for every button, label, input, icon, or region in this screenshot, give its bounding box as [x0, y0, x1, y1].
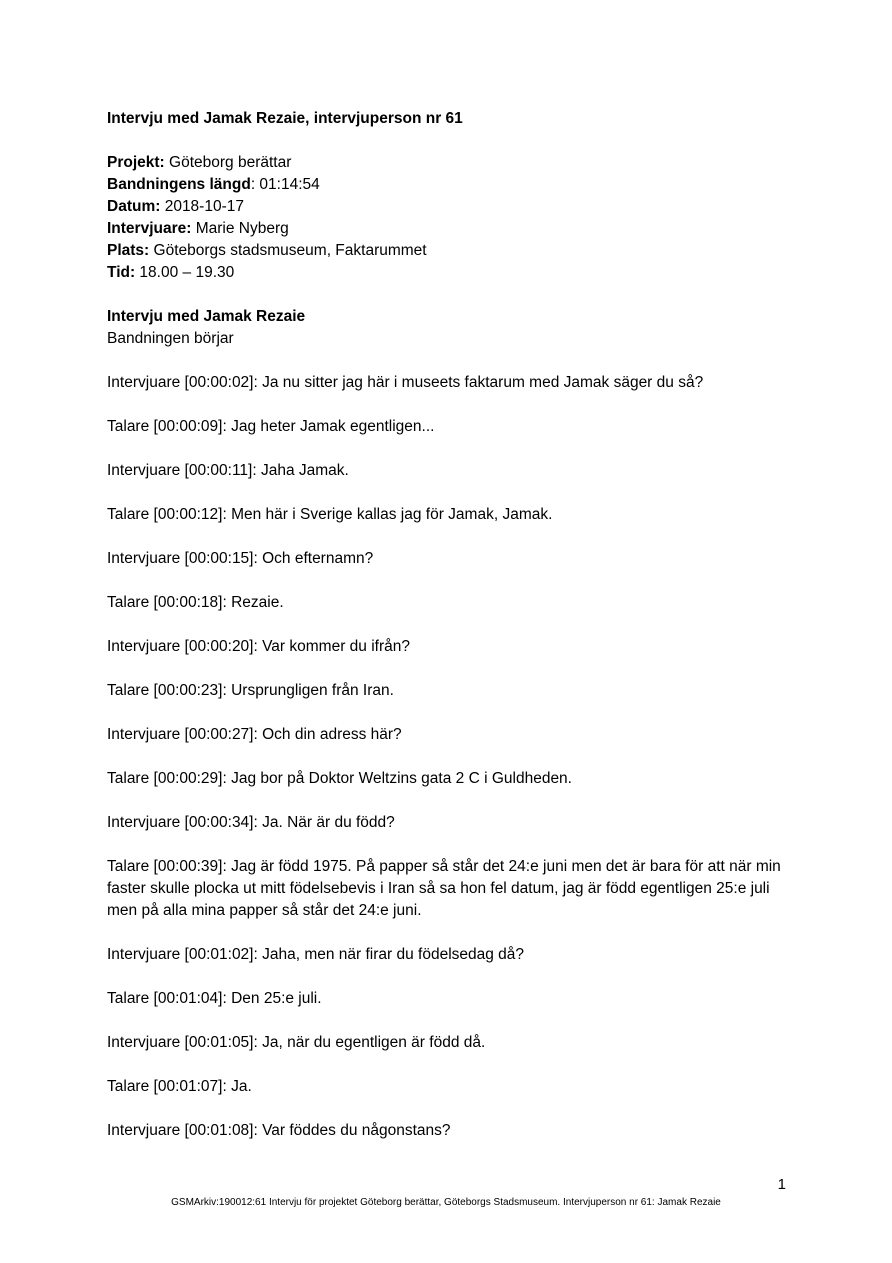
meta-label: Bandningens längd: [107, 176, 251, 193]
transcript-turn: Intervjuare [00:01:02]: Jaha, men när firar du födelsedag då?: [107, 946, 525, 963]
transcript-turn: Intervjuare [00:00:15]: Och efternamn?: [107, 550, 374, 567]
meta-value: 18.00 – 19.30: [135, 264, 235, 281]
transcript-turn: Talare [00:00:12]: Men här i Sverige kallas jag för Jamak, Jamak.: [107, 506, 553, 523]
page-number: 1: [777, 1176, 786, 1193]
meta-project: [107, 152, 787, 174]
section-title: Intervju med Jamak Rezaie: [107, 308, 306, 325]
section-subtitle: Bandningen börjar: [107, 330, 234, 347]
transcript-turn: Talare [00:00:23]: Ursprungligen från Iran.: [107, 682, 394, 699]
transcript-turn: Talare [00:00:29]: Jag bor på Doktor Weltzins gata 2 C i Guldheden.: [107, 770, 572, 787]
transcript-turn: Talare [00:00:09]: Jag heter Jamak egentligen...: [107, 418, 435, 435]
transcript-turn: Talare [00:01:07]: Ja.: [107, 1078, 252, 1095]
meta-time: [107, 262, 787, 284]
document-content: [107, 108, 787, 1164]
transcript-turn: Intervjuare [00:01:05]: Ja, när du egentligen är född då.: [107, 1034, 486, 1051]
transcript-turn: Intervjuare [00:00:27]: Och din adress här?: [107, 726, 402, 743]
transcript-turn: Talare [00:00:18]: Rezaie.: [107, 594, 284, 611]
meta-value: Marie Nyberg: [191, 220, 289, 237]
interview-metadata: [107, 152, 787, 284]
meta-label: Intervjuare:: [107, 220, 192, 237]
meta-label: Projekt:: [107, 154, 165, 171]
meta-label: Tid:: [107, 264, 136, 281]
meta-length: [107, 174, 787, 196]
transcript-turn: Intervjuare [00:00:02]: Ja nu sitter jag här i museets faktarum med Jamak säger du så?: [107, 374, 704, 391]
meta-label: Plats:: [107, 242, 150, 259]
document-title: Intervju med Jamak Rezaie, intervjuperson nr 61: [107, 110, 463, 127]
transcript-turn: Talare [00:01:04]: Den 25:e juli.: [107, 990, 322, 1007]
meta-value: : 01:14:54: [250, 176, 320, 193]
meta-label: Datum:: [107, 198, 161, 215]
meta-interviewer: [107, 218, 787, 240]
interview-section: [107, 306, 787, 350]
page-footer: GSMArkiv:190012:61 Intervju för projektet Göteborg berättar, Göteborgs Stadsmuseum. Intervjuperson nr 61: Jamak Rezaie: [171, 1197, 721, 1208]
meta-value: Göteborgs stadsmuseum, Faktarummet: [149, 242, 427, 259]
meta-place: [107, 240, 787, 262]
transcript: [107, 372, 787, 1142]
meta-date: [107, 196, 787, 218]
meta-value: Göteborg berättar: [164, 154, 292, 171]
transcript-turn: Intervjuare [00:01:08]: Var föddes du någonstans?: [107, 1122, 451, 1139]
meta-value: 2018-10-17: [160, 198, 244, 215]
transcript-turn: Intervjuare [00:00:20]: Var kommer du ifrån?: [107, 638, 410, 655]
transcript-turn: Intervjuare [00:00:34]: Ja. När är du född?: [107, 814, 395, 831]
transcript-turn: Intervjuare [00:00:11]: Jaha Jamak.: [107, 462, 349, 479]
transcript-turn: Talare [00:00:39]: Jag är född 1975. På papper så står det 24:e juni men det är bara för att när min faster skulle plocka ut mitt födelsebevis i Iran så sa hon fel datum, jag är född egentligen 25:e juli men på alla mina papper så står det 24:e juni.: [107, 858, 781, 919]
